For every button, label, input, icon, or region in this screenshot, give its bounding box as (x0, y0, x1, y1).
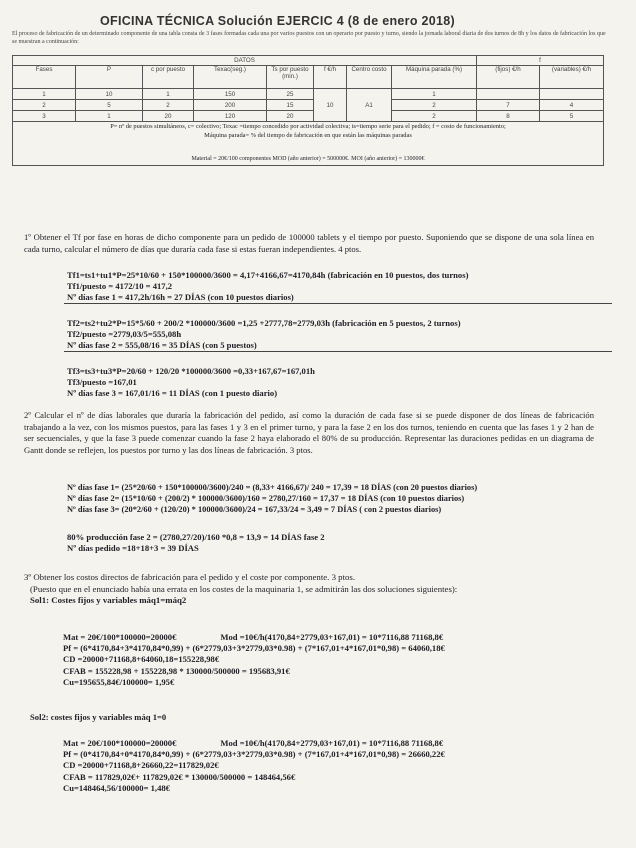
answer-1-phase-1 (67, 270, 468, 304)
table-cell: 20 (143, 111, 194, 122)
solution-line: Cu=148464,56/100000= 1,48€ (63, 782, 170, 793)
question-3 (24, 572, 594, 607)
solution-line: Pf = (6*4170,84+3*4170,84*0,99) + (6*2779,03+3*2779,03*0.98) + (7*167,01+4*167,01*0,98) = 64060,18€ (63, 643, 445, 654)
solution-line: CFAB = 155228,98 + 155228,98 * 130000/500000 = 195683,91€ (63, 665, 290, 676)
solution-line (63, 738, 445, 749)
f-header: f (477, 56, 604, 66)
table-cell: 1 (13, 89, 76, 100)
solution-2-block (63, 738, 445, 794)
table-row (13, 111, 604, 122)
solution-line: Cu=195655,84€/100000= 1,95€ (63, 676, 175, 687)
table-cell: 25 (267, 89, 314, 100)
table-cell: 2 (392, 111, 477, 122)
mod-value: Mod =10€/h(4170,84+2779,03+167,01) = 10*7116,88 71168,8€ (220, 738, 444, 748)
table-cell: 2 (13, 100, 76, 111)
table-note-definitions: P= nº de puestos simultáneos, c= colectivo; Texac =tiempo concedido por actividad colectiva; ts=tiempo serie para el pedido; f = costo de funcionamiento; (110, 123, 506, 130)
data-table-section (12, 55, 604, 166)
answer-line: Nº días fase 2 = 555,08/16 = 35 DÍAS (con 5 puestos) (67, 340, 257, 351)
table-row (13, 100, 604, 111)
col-header-centro: Centro costo (347, 66, 392, 89)
question-2: 2º Calcular el nº de días laborales que duraría la fabricación del pedido, así como la duración de cada fase si se puede disponer de dos líneas de fabricación trabajando a la vez, con los mismos puestos, para las fases 1 y 3 en el primer turno, y para la fase 2 en los dos turnos, teniendo en cuenta que las fases 1 y 2 han de ser secuenciales, y que la fase 3 puede comenzar cuando la fase 2 haya elaborado el 80% de su producción. Representar las duraciones pedidas en un diagrama de Gantt donde se reflejen, los puestos por turno y las dos líneas de fabricación. 3 ptos. (24, 410, 594, 455)
mat-value: Mat = 20€/100*100000=20000€ (63, 738, 177, 748)
col-header-f: f €/h (314, 66, 347, 89)
table-cell: 10 (314, 89, 347, 122)
table-cell: 120 (194, 111, 267, 122)
answer-line: Nº días fase 2= (15*10/60 + (200/2) * 100000/3600)/160 = 2780,27/160 = 17,37 = 18 DÍAS (con 10 puestos diarios) (67, 494, 465, 504)
divider (64, 303, 612, 304)
table-cell: 10 (76, 89, 143, 100)
solution-1-title: Sol1: Costes fijos y variables máq1=máq2 (30, 595, 187, 605)
solution-1-block (63, 632, 445, 688)
solution-line: CFAB = 117829,02€+ 117829,02€ * 130000/500000 = 148464,56€ (63, 771, 296, 782)
solution-line: CD =20000+71168,8+64060,18=155228,98€ (63, 654, 220, 665)
col-header-variables: (variables) €/h (540, 66, 604, 89)
table-note-maquina: Máquina parada= % del tiempo de fabricación en que están las máquinas paradas (204, 131, 412, 139)
intro-paragraph: El proceso de fabricación de un determinado componente de una tabla consta de 3 fases formadas cada una por varios puestos con un operario por puesto y turno, siendo la jornada laboral diaria de dos turnos de 8h y los datos de fabricación los que se muestran a continuación: (12, 31, 606, 45)
material-note: Material = 20€/100 componentes MOD (año anterior) = 500000€. MOI (año anterior) = 130000€ (191, 155, 425, 162)
answer-line: Tf2/puesto =2779,03/5=555,08h (67, 329, 182, 340)
table-cell: 2 (143, 100, 194, 111)
question-3-errata-note: (Puesto que en el enunciado había una errata en los costes de la maquinaria 1, se admitirán las dos soluciones siguientes): (30, 583, 458, 594)
answer-2-phase-days (67, 482, 477, 516)
mod-value: Mod =10€/h(4170,84+2779,03+167,01) = 10*7116,88 71168,8€ (220, 632, 444, 642)
col-header-maquina: Máquina parada (%) (392, 66, 477, 89)
answer-line: Tf3/puesto =167,01 (67, 377, 137, 388)
table-cell: 20 (267, 111, 314, 122)
answer-line: Tf1/puesto = 4172/10 = 417,2 (67, 281, 173, 292)
question-3-text: 3º Obtener los costos directos de fabricación para el pedido y el coste por componente. 3 ptos. (24, 572, 356, 582)
answer-line: Tf1=ts1+tu1*P=25*10/60 + 150*100000/3600 = 4,17+4166,67=4170,84h (fabricación en 10 puestos, dos turnos) (67, 270, 469, 280)
col-header-fijos: (fijos) €/h (477, 66, 540, 89)
col-header-c: c por puesto (143, 66, 194, 89)
table-cell: 5 (540, 111, 604, 122)
table-cell: 2 (392, 100, 477, 111)
answer-1-phase-2 (67, 318, 461, 352)
page-title: OFICINA TÉCNICA Solución EJERCIC 4 (8 de enero 2018) (100, 14, 456, 28)
col-header-fases: Fases (13, 66, 76, 89)
divider (64, 351, 612, 352)
col-header-texac: Texac(seg.) (194, 66, 267, 89)
answer-line: Nº días fase 1 = 417,2h/16h = 27 DÍAS (con 10 puestos diarios) (67, 292, 294, 303)
table-cell: A1 (347, 89, 392, 122)
answer-line: Nº días fase 1= (25*20/60 + 150*100000/3600)/240 = (8,33+ 4166,67)/ 240 = 17,39 = 18 DÍAS (con 20 puestos diarios) (67, 483, 478, 492)
table-cell: 4 (540, 100, 604, 111)
table-notes (12, 122, 604, 166)
question-1: 1º Obtener el Tf por fase en horas de dicho componente para un pedido de 100000 tablets y el tiempo por puesto. Suponiendo que se dispone de una sola línea en cada turno, calcular el número de días que duraría cada fase si estas fueran independientes. 4 ptos. (24, 232, 594, 254)
answer-line: Nº días pedido =18+18+3 = 39 DÍAS (67, 543, 199, 554)
table-cell: 5 (76, 100, 143, 111)
table-cell: 1 (76, 111, 143, 122)
table-cell: 3 (13, 111, 76, 122)
table-cell: 15 (267, 100, 314, 111)
datos-header: DATOS (13, 56, 477, 66)
table-cell: 8 (477, 111, 540, 122)
answer-line: Tf2=ts2+tu2*P=15*5/60 + 200/2 *100000/3600 =1,25 +2777,78=2779,03h (fabricación en 5 puestos, 2 turnos) (67, 318, 461, 328)
mat-value: Mat = 20€/100*100000=20000€ (63, 632, 177, 642)
table-cell: 150 (194, 89, 267, 100)
table-cell (540, 89, 604, 100)
table-cell: 1 (392, 89, 477, 100)
solution-line (63, 632, 445, 643)
answer-line: Nº días fase 3= (20*2/60 + (120/20) * 100000/3600)/24 = 167,33/24 = 3,49 = 7 DÍAS ( con 2 puestos diarios) (67, 505, 442, 515)
answer-line: 80% producción fase 2 = (2780,27/20)/160 *0,8 = 13,9 = 14 DÍAS fase 2 (67, 532, 325, 542)
data-table (12, 55, 604, 122)
table-cell (477, 89, 540, 100)
table-cell: 7 (477, 100, 540, 111)
table-row (13, 89, 604, 100)
answer-line: Tf3=ts3+tu3*P=20/60 + 120/20 *100000/3600 =0,33+167,67=167,01h (67, 366, 315, 376)
table-cell: 1 (143, 89, 194, 100)
solution-line: Pf = (0*4170,84+0*4170,84*0,99) + (6*2779,03+3*2779,03*0.98) + (7*167,01+4*167,01*0,98) = 26660,22€ (63, 749, 445, 760)
solution-line: CD =20000+71168,8+26660,22=117829,02€ (63, 760, 219, 771)
answer-line: Nº días fase 3 = 167,01/16 = 11 DÍAS (con 1 puesto diario) (67, 388, 278, 399)
col-header-p: P (76, 66, 143, 89)
col-header-ts: Ts por puesto (min.) (267, 66, 314, 89)
solution-2-title: Sol2: costes fijos y variables máq 1=0 (30, 712, 167, 722)
answer-1-phase-3 (67, 366, 315, 400)
answer-2-order-days (67, 532, 325, 554)
table-cell: 200 (194, 100, 267, 111)
